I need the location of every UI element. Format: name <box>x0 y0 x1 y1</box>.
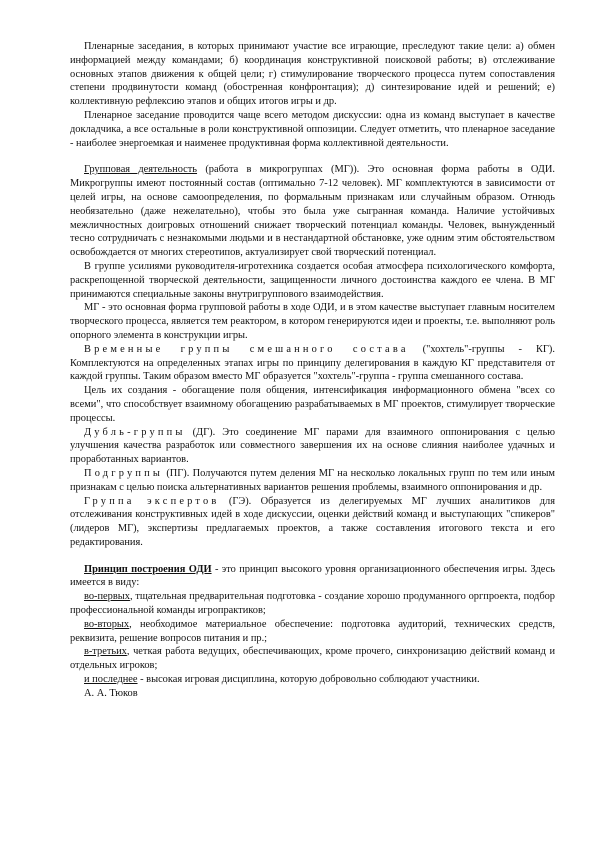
temp-groups-paragraph <box>70 343 555 384</box>
temp-groups-text: ("хохтель"-группы - КГ). Комплектуются на определенных этапах игры по принципу делегирования в каждую КГ представителя от каждой группы. Таким образом вместо МГ образуется "хохтель"-группа - группа смешанного состава. <box>70 343 555 383</box>
dubl-groups-text: (ДГ). Это соединение МГ парами для взаимного оппонирования с целью улучшения качества разработок или совместного завершения их на основе слияния наиболее удачных и проработанных вариантов. <box>70 426 555 466</box>
principle-item-text: , тщательная предварительная подготовка - создание хорошо продуманного оргпроекта, подбор профессиональной команды игропрактиков; <box>70 591 555 617</box>
dubl-groups-paragraph <box>70 426 555 467</box>
document-page <box>70 40 555 701</box>
author-signature: А. А. Тюков <box>84 687 138 699</box>
temp-groups-term: Временные группы смешанного состава <box>84 343 409 355</box>
principle-item-lead: в-третьих <box>84 646 127 658</box>
group-paragraph-3: МГ - это основная форма групповой работы в ходе ОДИ, и в этом качестве выступает главным носителем творческого процесса, является тем реактором, в котором генерируются идеи и проекты, т.е. выполняют роль опорного элемента в конструкции игры. <box>70 302 555 341</box>
group-paragraph-2: В группе усилиями руководителя-игротехника создается особая атмосфера психологического комфорта, раскрепощенной творческой деятельности, защищенности личного достоинства каждого ее члена. В МГ принимаются специальные законы внутригруппового взаимодействия. <box>70 260 555 300</box>
principle-item-3 <box>70 645 555 673</box>
principle-item-lead: во-вторых <box>84 618 130 630</box>
principle-item-text: - высокая игровая дисциплина, которую добровольно соблюдают участники. <box>137 674 480 686</box>
experts-text: (ГЭ). Образуется из делегируемых МГ лучших аналитиков для отслеживания конструктивных идей в ходе дискуссии, оценки действий команд и выступающих "спикеров" (лидеров МГ), экспертизы предлагаемых проектов, а также составления итогового текста и его редактирования. <box>70 495 555 548</box>
principle-item-4 <box>70 673 555 687</box>
experts-paragraph <box>70 495 555 550</box>
subgroups-paragraph <box>70 467 555 495</box>
principle-item-lead: и последнее <box>84 674 138 686</box>
group-paragraph-1 <box>70 163 555 260</box>
plenary-paragraph-1: Пленарные заседания, в которых принимают участие все играющие, преследуют такие цели: а) обмен информацией между командами; б) координация конструктивной поисковой работы; в) отслеживание основных этапов движения к общей цели; г) стимулирование творческого процесса путем сопоставления степени продвинутости команд (обостренная конфронтация); д) синтезирование идей и решений; е) коллективную рефлексию этапов и общих итогов игры и др. <box>70 41 555 108</box>
experts-term: Группа экспертов <box>84 495 220 507</box>
principle-item-text: , четкая работа ведущих, обеспечивающих, кроме прочего, синхронизацию действий команд и отдельных игроков; <box>70 646 555 672</box>
subgroups-term: Подгруппы <box>84 467 164 479</box>
temp-groups-purpose: Цель их создания - обогащение поля общения, интенсификация информационного обмена "всех со всеми", что способствует взаимному обогащению разрабатываемых в МГ проектов, стимулирует творческие процессы. <box>70 385 555 424</box>
principle-item-lead: во-первых <box>84 591 130 603</box>
principle-term: Принцип построения ОДИ <box>84 563 212 575</box>
principle-item-2 <box>70 618 555 646</box>
principle-item-text: , необходимое материальное обеспечение: подготовка аудиторий, технических средств, реквизита, решение вопросов питания и пр.; <box>70 618 555 644</box>
group-term: Групповая деятельность <box>84 164 198 176</box>
group-paragraph-1-text: (работа в микрогруппах (МГ)). Это основная форма работы в ОДИ. Микрогруппы имеют постоянный состав (оптимально 7-12 человек). МГ комплектуются в зависимости от целей игры, на основе самоопределения, по формальным признакам или случайным образом. Отнюдь необязательно (даже нежелательно), чтобы это была уже сыгранная команда. Наличие устойчивых межличностных доигровых отношений снижает творческий потенциал команды. Человек, вынужденный тесно сотрудничать с незнакомыми людьми и в нестандартной обстановке, уже одним этим обстоятельством освобождается от многих стереотипов, актуализирует свой творческий потенциал. <box>70 164 555 259</box>
section-gap <box>70 150 555 163</box>
section-gap <box>70 550 555 563</box>
principle-item-1 <box>70 590 555 618</box>
dubl-groups-term: Дубль-группы <box>84 426 186 438</box>
principle-paragraph <box>70 563 555 591</box>
principle-text: - это принцип высокого уровня организационного обеспечения игры. Здесь имеется в виду: <box>70 563 555 589</box>
plenary-paragraph-2: Пленарное заседание проводится чаще всего методом дискуссии: одна из команд выступает в качестве докладчика, а все остальные в роли конструктивной оппозиции. Следует отметить, что пленарное заседание - наиболее энергоемкая и наименее продуктивная форма коллективной деятельности. <box>70 109 555 149</box>
subgroups-text: (ПГ). Получаются путем деления МГ на несколько локальных групп по тем или иным признакам с целью поиска альтернативных вариантов решения проблемы, взаимного оппонирования и др. <box>70 467 555 493</box>
